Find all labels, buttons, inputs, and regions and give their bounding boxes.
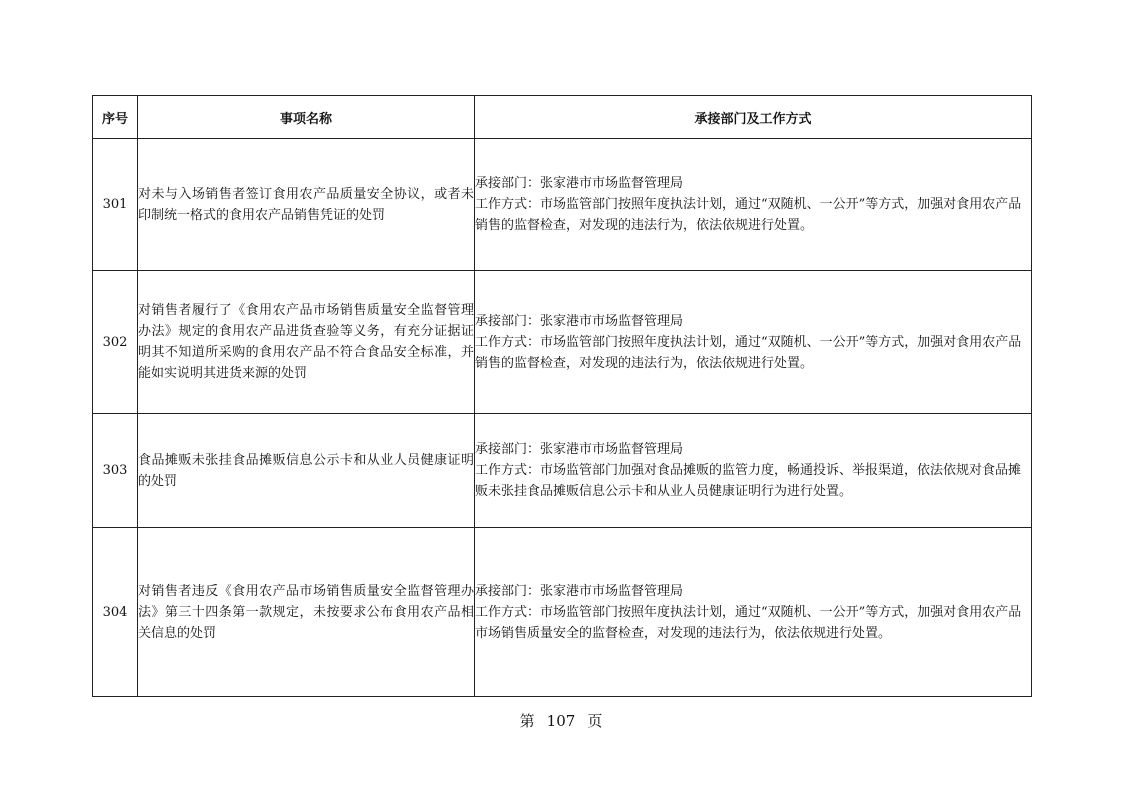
table-header-row (93, 96, 1032, 139)
page-footer (0, 710, 1122, 731)
row-dept (475, 271, 1032, 414)
row-seq: 304 (93, 528, 138, 697)
row-name: 对销售者履行了《食用农产品市场销售质量安全监督管理办法》规定的食用农产品进货查验等义务，有充分证据证明其不知道所采购的食用农产品不符合食品安全标准，并能如实说明其进货来源的处罚 (138, 271, 475, 414)
header-dept: 承接部门及工作方式 (475, 96, 1032, 139)
row-dept (475, 139, 1032, 271)
work-method: 工作方式：市场监管部门加强对食品摊贩的监管力度，畅通投诉、举报渠道，依法依规对食品摊贩未张挂食品摊贩信息公示卡和从业人员健康证明行为进行处置。 (475, 463, 1022, 499)
header-seq: 序号 (93, 96, 138, 139)
row-name: 对销售者违反《食用农产品市场销售质量安全监督管理办法》第三十四条第一款规定，未按要求公布食用农产品相关信息的处罚 (138, 528, 475, 697)
table-row (93, 528, 1032, 697)
work-method: 工作方式：市场监管部门按照年度执法计划，通过“双随机、一公开”等方式，加强对食用农产品市场销售质量安全的监督检查，对发现的违法行为，依法依规进行处置。 (475, 604, 1022, 641)
row-dept (475, 528, 1032, 697)
dept-label: 承接部门：张家港市市场监督管理局 (475, 583, 684, 599)
header-name: 事项名称 (138, 96, 475, 139)
row-seq: 302 (93, 271, 138, 414)
table-row (93, 414, 1032, 528)
row-dept (475, 414, 1032, 528)
dept-label: 承接部门：张家港市市场监督管理局 (475, 176, 684, 191)
dept-label: 承接部门：张家港市市场监督管理局 (475, 442, 684, 457)
row-seq: 301 (93, 139, 138, 271)
page-prefix: 第 (519, 712, 535, 730)
dept-label: 承接部门：张家港市市场监督管理局 (475, 313, 684, 329)
matters-table (92, 95, 1032, 697)
row-seq: 303 (93, 414, 138, 528)
work-method: 工作方式：市场监管部门按照年度执法计划，通过“双随机、一公开”等方式，加强对食用农产品销售的监督检查，对发现的违法行为，依法依规进行处置。 (475, 334, 1022, 371)
row-name: 对未与入场销售者签订食用农产品质量安全协议，或者未印制统一格式的食用农产品销售凭证的处罚 (138, 139, 475, 271)
row-name: 食品摊贩未张挂食品摊贩信息公示卡和从业人员健康证明的处罚 (138, 414, 475, 528)
table-row (93, 271, 1032, 414)
table-row (93, 139, 1032, 271)
work-method: 工作方式：市场监管部门按照年度执法计划，通过“双随机、一公开”等方式，加强对食用农产品销售的监督检查，对发现的违法行为，依法依规进行处置。 (475, 197, 1022, 233)
page-suffix: 页 (587, 712, 603, 730)
page-number: 107 (546, 712, 576, 730)
